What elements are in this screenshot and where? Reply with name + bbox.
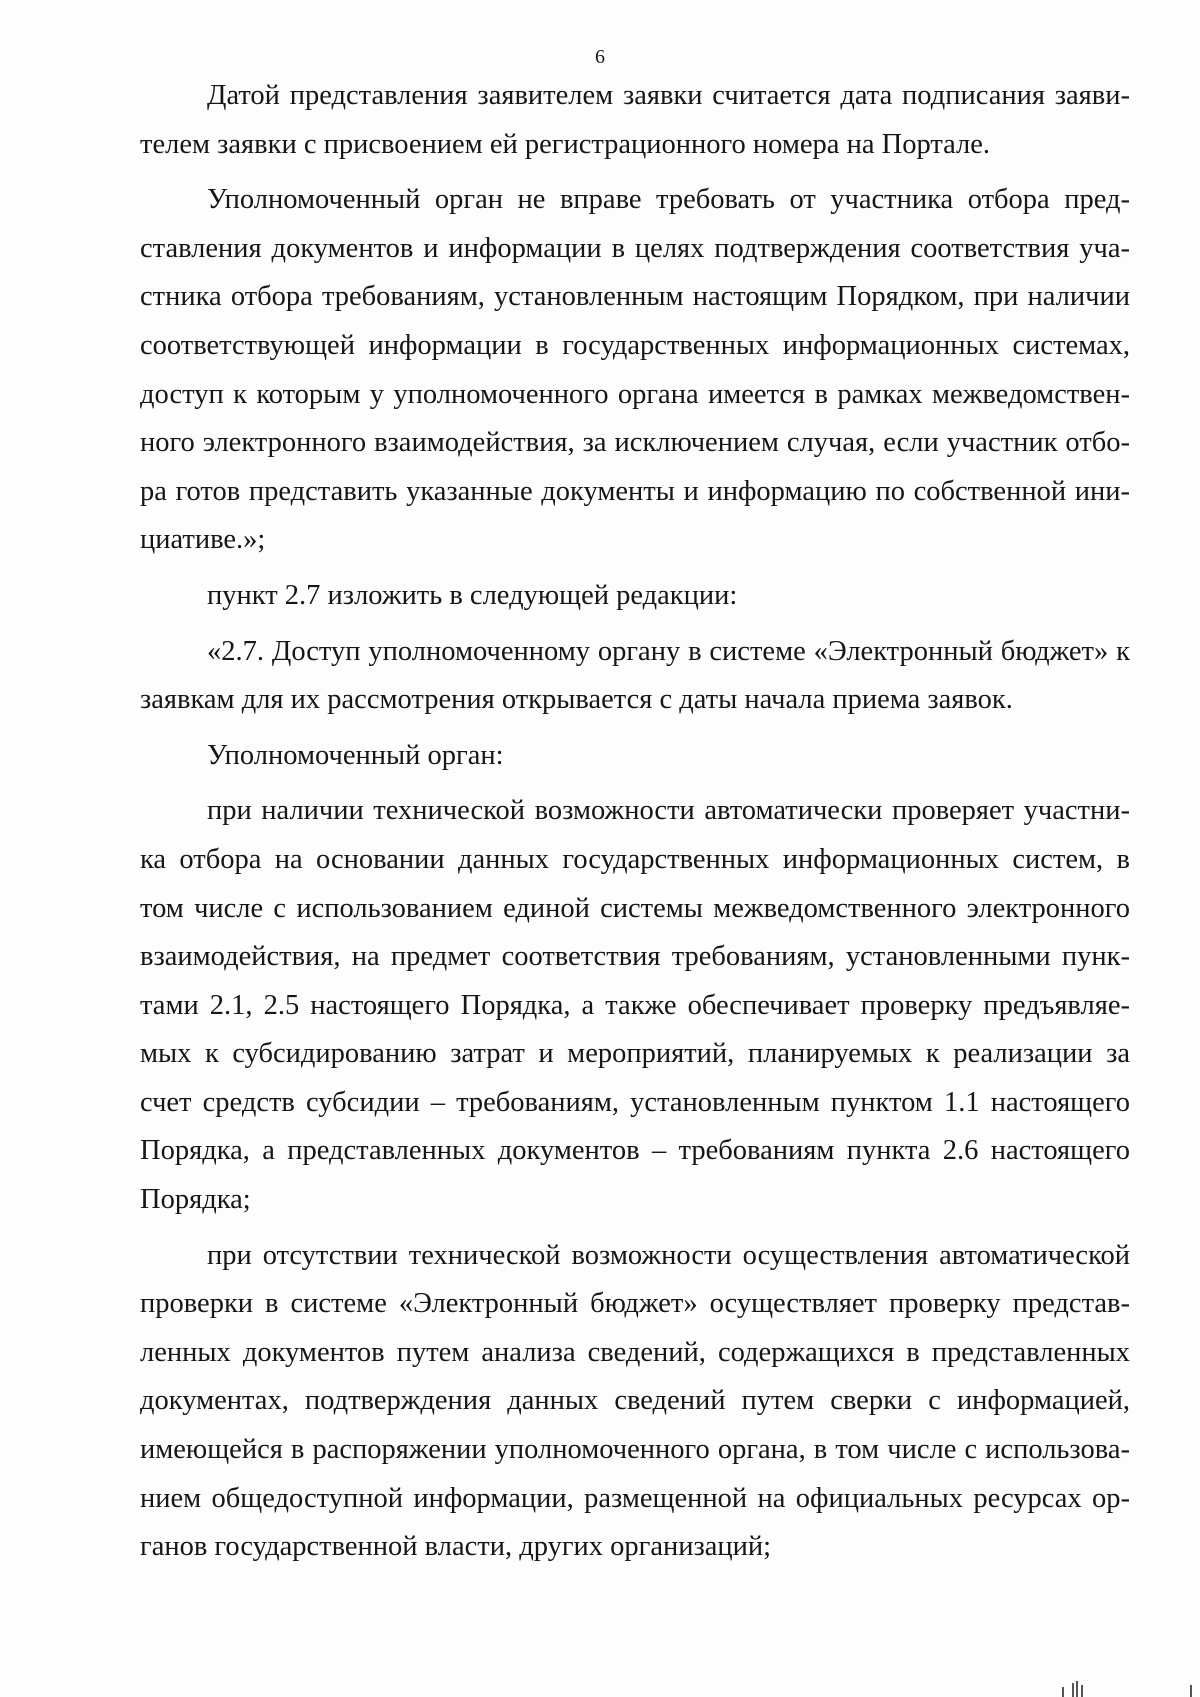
document-body [140,72,1130,1572]
paragraph-amendment-2-7: пункт 2.7 изложить в следующей редакции: [207,579,738,611]
paragraph-manual-check: при отсутствии технической возможности осуществления автоматической проверки в системе «Электронный бюджет» осуществляет проверку представленных документов путем анализа сведений, содержащихся в представленных документах, подтверждения данных сведений путем сверки с информацией, имеющейся в распоряжении уполномоченного органа, в том числе с использованием общедоступной информации, размещенной на официальных ресурсах органов государственной власти, других организаций; [140,1239,1130,1563]
scan-artifact [1050,1672,1200,1697]
paragraph-automatic-check: при наличии технической возможности автоматически проверяет участника отбора на основании данных государственных информационных систем, в том числе с использованием единой системы межведомственного электронного взаимодействия, на предмет соответствия требованиям, установленными пунктами 2.1, 2.5 настоящего Порядка, а также обеспечивает проверку предъявляемых к субсидированию затрат и мероприятий, планируемых к реализации за счет средств субсидии – требованиям, установленным пунктом 1.1 настоящего Порядка, а представленных документов – требованиям пункта 2.6 настоящего Порядка; [140,795,1130,1216]
paragraph-authority-restriction: Уполномоченный орган не вправе требовать от участника отбора представления документов и информации в целях подтверждения соответствия участника отбора требованиям, установленным настоящим Порядком, при наличии соответствующей информации в государственных информационных системах, доступ к которым у уполномоченного органа имеется в рамках межведомственного электронного взаимодействия, за исключением случая, если участник отбора готов представить указанные документы и информацию по собственной инициативе.»; [140,184,1130,556]
paragraph-clause-2-7: «2.7. Доступ уполномоченному органу в системе «Электронный бюджет» к заявкам для их рассмотрения открывается с даты начала приема заявок. [140,635,1130,716]
paragraph-submission-date: Датой представления заявителем заявки считается дата подписания заявителем заявки с присвоением ей регистрационного номера на Портале. [140,80,1130,160]
paragraph-authority-heading: Уполномоченный орган: [207,739,504,771]
page-number: 6 [595,46,605,68]
